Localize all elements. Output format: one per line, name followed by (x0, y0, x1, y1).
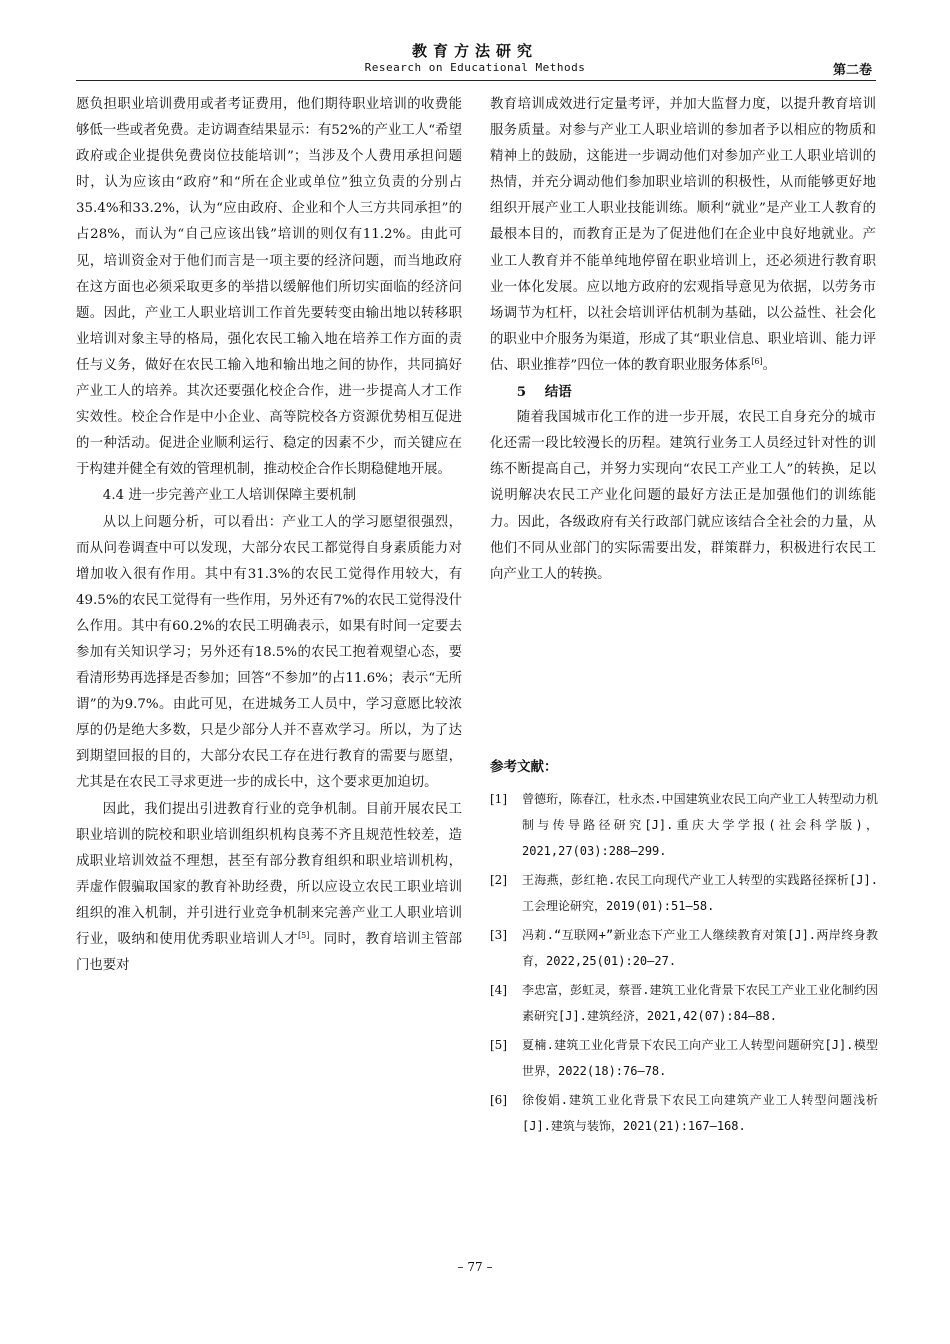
body-paragraph: 随着我国城市化工作的进一步开展，农民工自身充分的城市化还需一段比较漫长的历程。建筑行业务工人员经过针对性的训练不断提高自己，并努力实现向“农民工产业工人”的转换，足以说明解决农民工产业化问题的最好方法正是加强他们的训练能力。因此，各级政府有关行政部门就应该结合全社会的力量，从他们不同从业部门的实际需要出发，群策群力，积极进行农民工向产业工人的转换。 (490, 410, 876, 582)
references-title: 参考文献： (490, 759, 558, 775)
volume-label: 第二卷 (832, 63, 872, 78)
paragraph-text: 教育培训成效进行定量考评，并加大监督力度，以提升教育培训服务质量。对参与产业工人职业培训的参加者予以相应的物质和精神上的鼓励，这能进一步调动他们对参加产业工人职业培训的热情，并充分调动他们参加职业培训的积极性，从而能够更好地组织开展产业工人职业技能训练。顺利“就业”是产业工人教育的最根本目的，而教育正是为了促进他们在企业中良好地就业。产业工人教育并不能单纯地停留在职业培训上，还必须进行教育职业一体化发展。应以地方政府的宏观指导意见为依据，以劳务市场调节为杠杆，以社会培训评估机制为基础，以公益性、社会化的职业中介服务为渠道，形成了其“职业信息、职业培训、能力评估、职业推荐”四位一体的教育职业服务体系 (490, 97, 876, 373)
paragraph-text-tail: 。 (762, 357, 777, 373)
paragraph-text: 因此，我们提出引进教育行业的竞争机制。目前开展农民工职业培训的院校和职业培训组织机构良莠不齐且规范性较差，造成职业培训效益不理想，甚至有部分教育组织和职业培训机构，弄虚作假骗取国家的教育补助经费，所以应设立农民工职业培训组织的准入机制，并引进行业竞争机制来完善产业工人职业培训行业，吸纳和使用优秀职业培训人才 (76, 801, 462, 947)
reference-text: 夏楠.建筑工业化背景下农民工向产业工人转型问题研究[J].模型世界，2022(18):76–78. (522, 1038, 878, 1078)
header-divider (76, 80, 876, 81)
citation-marker: [5] (298, 931, 310, 940)
left-column (76, 92, 462, 979)
reference-text: 冯莉.“互联网+”新业态下产业工人继续教育对策[J].两岸终身教育，2022,25(01):20–27. (522, 928, 878, 968)
reference-text: 王海燕，彭红艳.农民工向现代产业工人转型的实践路径探析[J].工会理论研究，2019(01):51–58. (522, 873, 878, 913)
reference-number: [2] (490, 873, 507, 887)
citation-marker: [6] (751, 356, 763, 366)
reference-number: [5] (490, 1038, 507, 1052)
reference-text: 曾德珩，陈春江，杜永杰.中国建筑业农民工向产业工人转型动力机制与传导路径研究[J].重庆大学学报(社会科学版)，2021,27(03):288–299. (522, 792, 878, 858)
body-paragraph (76, 797, 462, 980)
body-paragraph: 从以上问题分析，可以看出：产业工人的学习愿望很强烈，而从问卷调查中可以发现，大部分农民工都觉得自身素质能力对增加收入很有作用。其中有31.3%的农民工觉得作用较大，有49.5%的农民工觉得有一些作用，另外还有7%的农民工觉得没什么作用。其中有60.2%的农民工明确表示，如果有时间一定要去参加有关知识学习；另外还有18.5%的农民工抱着观望心态，要看清形势再选择是否参加；回答“不参加”的占11.6%；表示“无所谓”的为9.7%。由此可见，在进城务工人员中，学习意愿比较浓厚的仍是绝大多数，只是少部分人并不喜欢学习。所以，为了达到期望回报的目的，大部分农民工存在进行教育的需要与愿望，尤其是在农民工寻求更进一步的成长中，这个要求更加迫切。 (76, 514, 462, 791)
reference-item (490, 922, 878, 974)
journal-title-en: Research on Educational Methods (364, 61, 586, 74)
reference-item (490, 867, 878, 919)
subsection-heading: 4.4 进一步完善产业工人培训保障主要机制 (102, 488, 356, 504)
reference-number: [6] (490, 1093, 507, 1107)
section-heading (490, 379, 876, 405)
page-number: – 77 – (457, 1260, 493, 1274)
reference-item (490, 786, 878, 864)
reference-item (490, 1087, 878, 1139)
reference-item (490, 1032, 878, 1084)
journal-title-cn: 教育方法研究 (411, 42, 538, 60)
reference-number: [3] (490, 928, 507, 942)
reference-item (490, 977, 878, 1029)
reference-text: 徐俊娟.建筑工业化背景下农民工向建筑产业工人转型问题浅析[J].建筑与装饰，2021(21):167–168. (522, 1093, 878, 1133)
reference-text: 李忠富，彭虹灵，蔡晋.建筑工业化背景下农民工产业工业化制约因素研究[J].建筑经济，2021,42(07):84–88. (522, 983, 878, 1023)
right-column (490, 92, 876, 588)
body-paragraph: 愿负担职业培训费用或者考证费用，他们期待职业培训的收费能够低一些或者免费。走访调查结果显示：有52%的产业工人“希望政府或企业提供免费岗位技能培训”；当涉及个人费用承担问题时，认为应该由“政府”和“所在企业或单位”独立负责的分别占35.4%和33.2%，认为“应由政府、企业和个人三方共同承担”的占28%，而认为“自己应该出钱”培训的则仅有11.2%。由此可见，培训资金对于他们而言是一项主要的经济问题，而当地政府在这方面也必须采取更多的举措以缓解他们所切实面临的经济问题。因此，产业工人职业培训工作首先要转变由输出地以转移职业培训对象主导的格局，强化农民工输入地在培养工作方面的责任与义务，做好在农民工输入地和输出地之间的协作，共同搞好产业工人的培养。其次还要强化校企合作，进一步提高人才工作实效性。校企合作是中小企业、高等院校各方资源优势相互促进的一种活动。促进企业顺利运行、稳定的因素不少，而关键应在于构建并健全有效的管理机制，推动校企合作长期稳健地开展。 (76, 97, 462, 478)
section-title: 结语 (544, 384, 572, 401)
reference-number: [1] (490, 792, 507, 806)
reference-list (490, 786, 878, 1142)
paragraph-text-tail: 。同时，教育培训主管部门也要对 (76, 932, 463, 974)
section-number: 5 (516, 384, 527, 401)
reference-number: [4] (490, 983, 507, 997)
body-paragraph (490, 92, 876, 379)
